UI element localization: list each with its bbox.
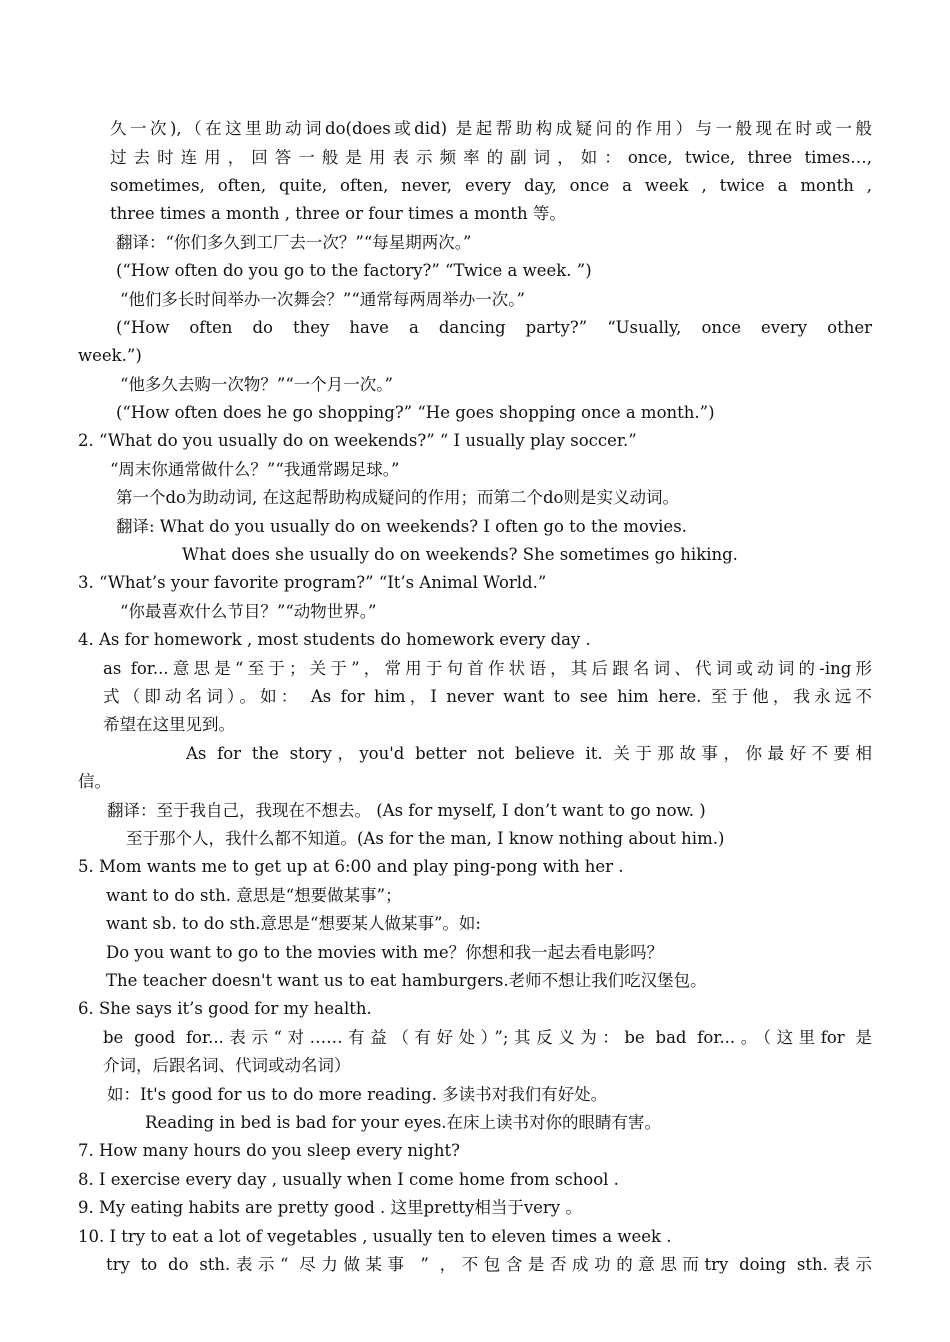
text-line: 翻译: What do you usually do on weekends? I often go to the movies. <box>116 517 687 536</box>
list-item: 6. She says it’s good for my health. <box>78 999 372 1018</box>
list-item: 9. My eating habits are pretty good . 这里pretty相当于very 。 <box>78 1198 582 1217</box>
text-line: three times a month , three or four times a month 等。 <box>110 204 566 223</box>
text-line: 翻译：“你们多久到工厂去一次？”“每星期两次。” <box>116 233 472 252</box>
text-line: 第一个do为助动词, 在这起帮助构成疑问的作用；而第二个do则是实义动词。 <box>116 488 679 507</box>
text-line: What does she usually do on weekends? She sometimes go hiking. <box>182 545 738 564</box>
text-line: (“How often do they have a dancing party?” “Usually, once every other <box>116 318 872 337</box>
list-item: 7. How many hours do you sleep every night? <box>78 1141 460 1160</box>
text-line: “他多久去购一次物？”“一个月一次。” <box>120 375 393 394</box>
text-line: As for the story，you'd better not believe it. 关于那故事，你最好不要相 <box>186 744 872 763</box>
text-line: The teacher doesn't want us to eat hamburgers.老师不想让我们吃汉堡包。 <box>106 971 707 990</box>
text-line: want sb. to do sth.意思是“想要某人做某事”。如: <box>106 914 481 933</box>
text-line: try to do sth.表示“ 尽力做某事 ” ，不包含是否成功的意思而try doing sth.表示 <box>106 1255 872 1274</box>
text-line: (“How often do you go to the factory?” “Twice a week. ”) <box>116 261 592 280</box>
text-line: sometimes, often, quite, often, never, every day, once a week , twice a month , <box>110 176 872 195</box>
text-line: Reading in bed is bad for your eyes.在床上读书对你的眼睛有害。 <box>145 1113 662 1132</box>
list-item: 3. “What’s your favorite program?” “It’s Animal World.” <box>78 573 547 592</box>
text-line: “他们多长时间举办一次舞会？”“通常每两周举办一次。” <box>120 290 525 309</box>
text-line: week.”) <box>78 346 142 365</box>
text-line: 翻译：至于我自己，我现在不想去。 (As for myself, I don’t want to go now. ) <box>107 801 706 820</box>
text-line: 久一次),（在这里助动词do(does或did) 是起帮助构成疑问的作用）与一般现在时或一般 <box>110 119 872 138</box>
text-line: Do you want to go to the movies with me？你想和我一起去看电影吗？ <box>106 943 664 962</box>
text-line: 至于那个人，我什么都不知道。(As for the man, I know nothing about him.) <box>126 829 725 848</box>
text-line: 过去时连用，回答一般是用表示频率的副词，如：once, twice, three times…, <box>110 148 872 167</box>
list-item: 5. Mom wants me to get up at 6:00 and play ping-pong with her . <box>78 857 624 876</box>
list-item: 8. I exercise every day , usually when I come home from school . <box>78 1170 619 1189</box>
text-line: be good for...表示“对……有益（有好处）”;其反义为：be bad for...。（这里for 是 <box>103 1028 872 1047</box>
text-line: want to do sth. 意思是“想要做某事”； <box>106 886 402 905</box>
text-line: 如：It's good for us to do more reading. 多读书对我们有好处。 <box>107 1085 608 1104</box>
list-item: 2. “What do you usually do on weekends?” “ I usually play soccer.” <box>78 431 637 450</box>
text-line: (“How often does he go shopping?” “He goes shopping once a month.”) <box>116 403 715 422</box>
text-line: “周末你通常做什么？”“我通常踢足球。” <box>110 460 400 479</box>
text-line: 信。 <box>78 772 111 791</box>
list-item: 10. I try to eat a lot of vegetables , usually ten to eleven times a week . <box>78 1227 672 1246</box>
text-line: 希望在这里见到。 <box>103 715 235 734</box>
text-line: as for...意思是“至于；关于”，常用于句首作状语，其后跟名词、代词或动词的-ing形 <box>103 659 872 678</box>
text-line: 式（即动名词）。如： As for him，I never want to see him here. 至于他，我永远不 <box>103 687 872 706</box>
text-line: 介词，后跟名词、代词或动名词） <box>103 1056 351 1075</box>
text-line: “你最喜欢什么节目？”“动物世界。” <box>120 602 377 621</box>
list-item: 4. As for homework , most students do homework every day . <box>78 630 591 649</box>
